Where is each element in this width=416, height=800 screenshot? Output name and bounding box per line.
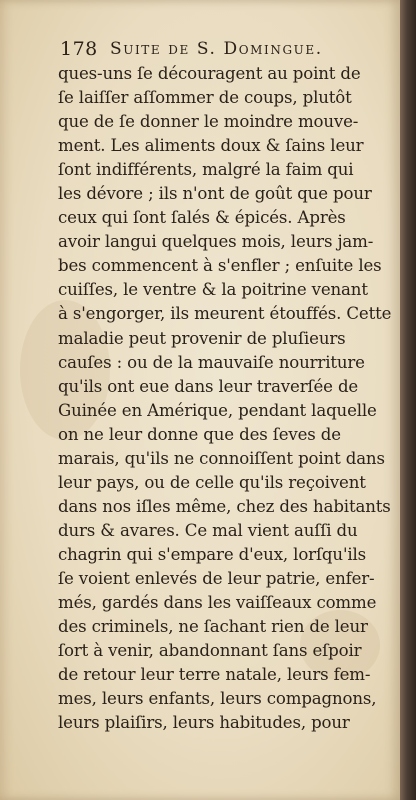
text-line: mes, leurs enfants, leurs compagnons, <box>58 689 377 709</box>
text-line: durs & avares. Ce mal vient auſſi du <box>58 520 358 540</box>
text-line: de retour leur terre natale, leurs fem- <box>58 665 371 685</box>
text-line: avoir langui quelques mois, leurs jam- <box>58 232 374 252</box>
text-line: leurs plaiſirs, leurs habitudes, pour <box>58 713 350 733</box>
text-line: cuiſſes, le ventre & la poitrine venant <box>58 280 368 300</box>
text-line: des criminels, ne ſachant rien de leur <box>58 617 368 637</box>
body-text <box>58 62 400 735</box>
text-line: leur pays, ou de celle qu'ils reçoivent <box>58 472 366 492</box>
text-line: ment. Les aliments doux & ſains leur <box>58 136 364 156</box>
text-line: maladie peut provenir de pluſieurs <box>58 328 346 348</box>
text-line: més, gardés dans les vaiſſeaux comme <box>58 593 377 613</box>
text-line: cauſes : ou de la mauvaiſe nourriture <box>58 352 365 372</box>
text-line: dans nos iſles même, chez des habitants <box>58 496 391 516</box>
text-line: ſe voient enlevés de leur patrie, enfer- <box>58 568 375 588</box>
text-line: chagrin qui s'empare d'eux, lorſqu'ils <box>58 544 367 564</box>
page-header <box>58 38 388 62</box>
text-line: ſont indifférents, malgré la faim qui <box>58 160 354 180</box>
text-line: on ne leur donne que des ſeves de <box>58 424 341 444</box>
book-fore-edge <box>400 0 416 800</box>
text-line: à s'engorger, ils meurent étouffés. Cette <box>58 304 392 324</box>
text-line: ques-uns ſe découragent au point de <box>58 64 361 83</box>
text-line: qu'ils ont eue dans leur traverſée de <box>58 376 359 396</box>
text-line: marais, qu'ils ne connoiſſent point dans <box>58 448 385 468</box>
text-line: les dévore ; ils n'ont de goût que pour <box>58 184 372 204</box>
text-line: ſe laiſſer aſſommer de coups, plutôt <box>58 88 352 108</box>
text-line: ceux qui ſont ſalés & épicés. Après <box>58 208 346 228</box>
text-line: bes commencent à s'enfler ; enſuite les <box>58 256 382 276</box>
text-line: Guinée en Amérique, pendant laquelle <box>58 400 377 420</box>
text-line: ſort à venir, abandonnant ſans eſpoir <box>58 641 362 661</box>
page-number: 178 <box>60 38 98 60</box>
text-line: que de ſe donner le moindre mouve- <box>58 112 359 132</box>
running-head: Suite de S. Domingue. <box>110 39 323 59</box>
